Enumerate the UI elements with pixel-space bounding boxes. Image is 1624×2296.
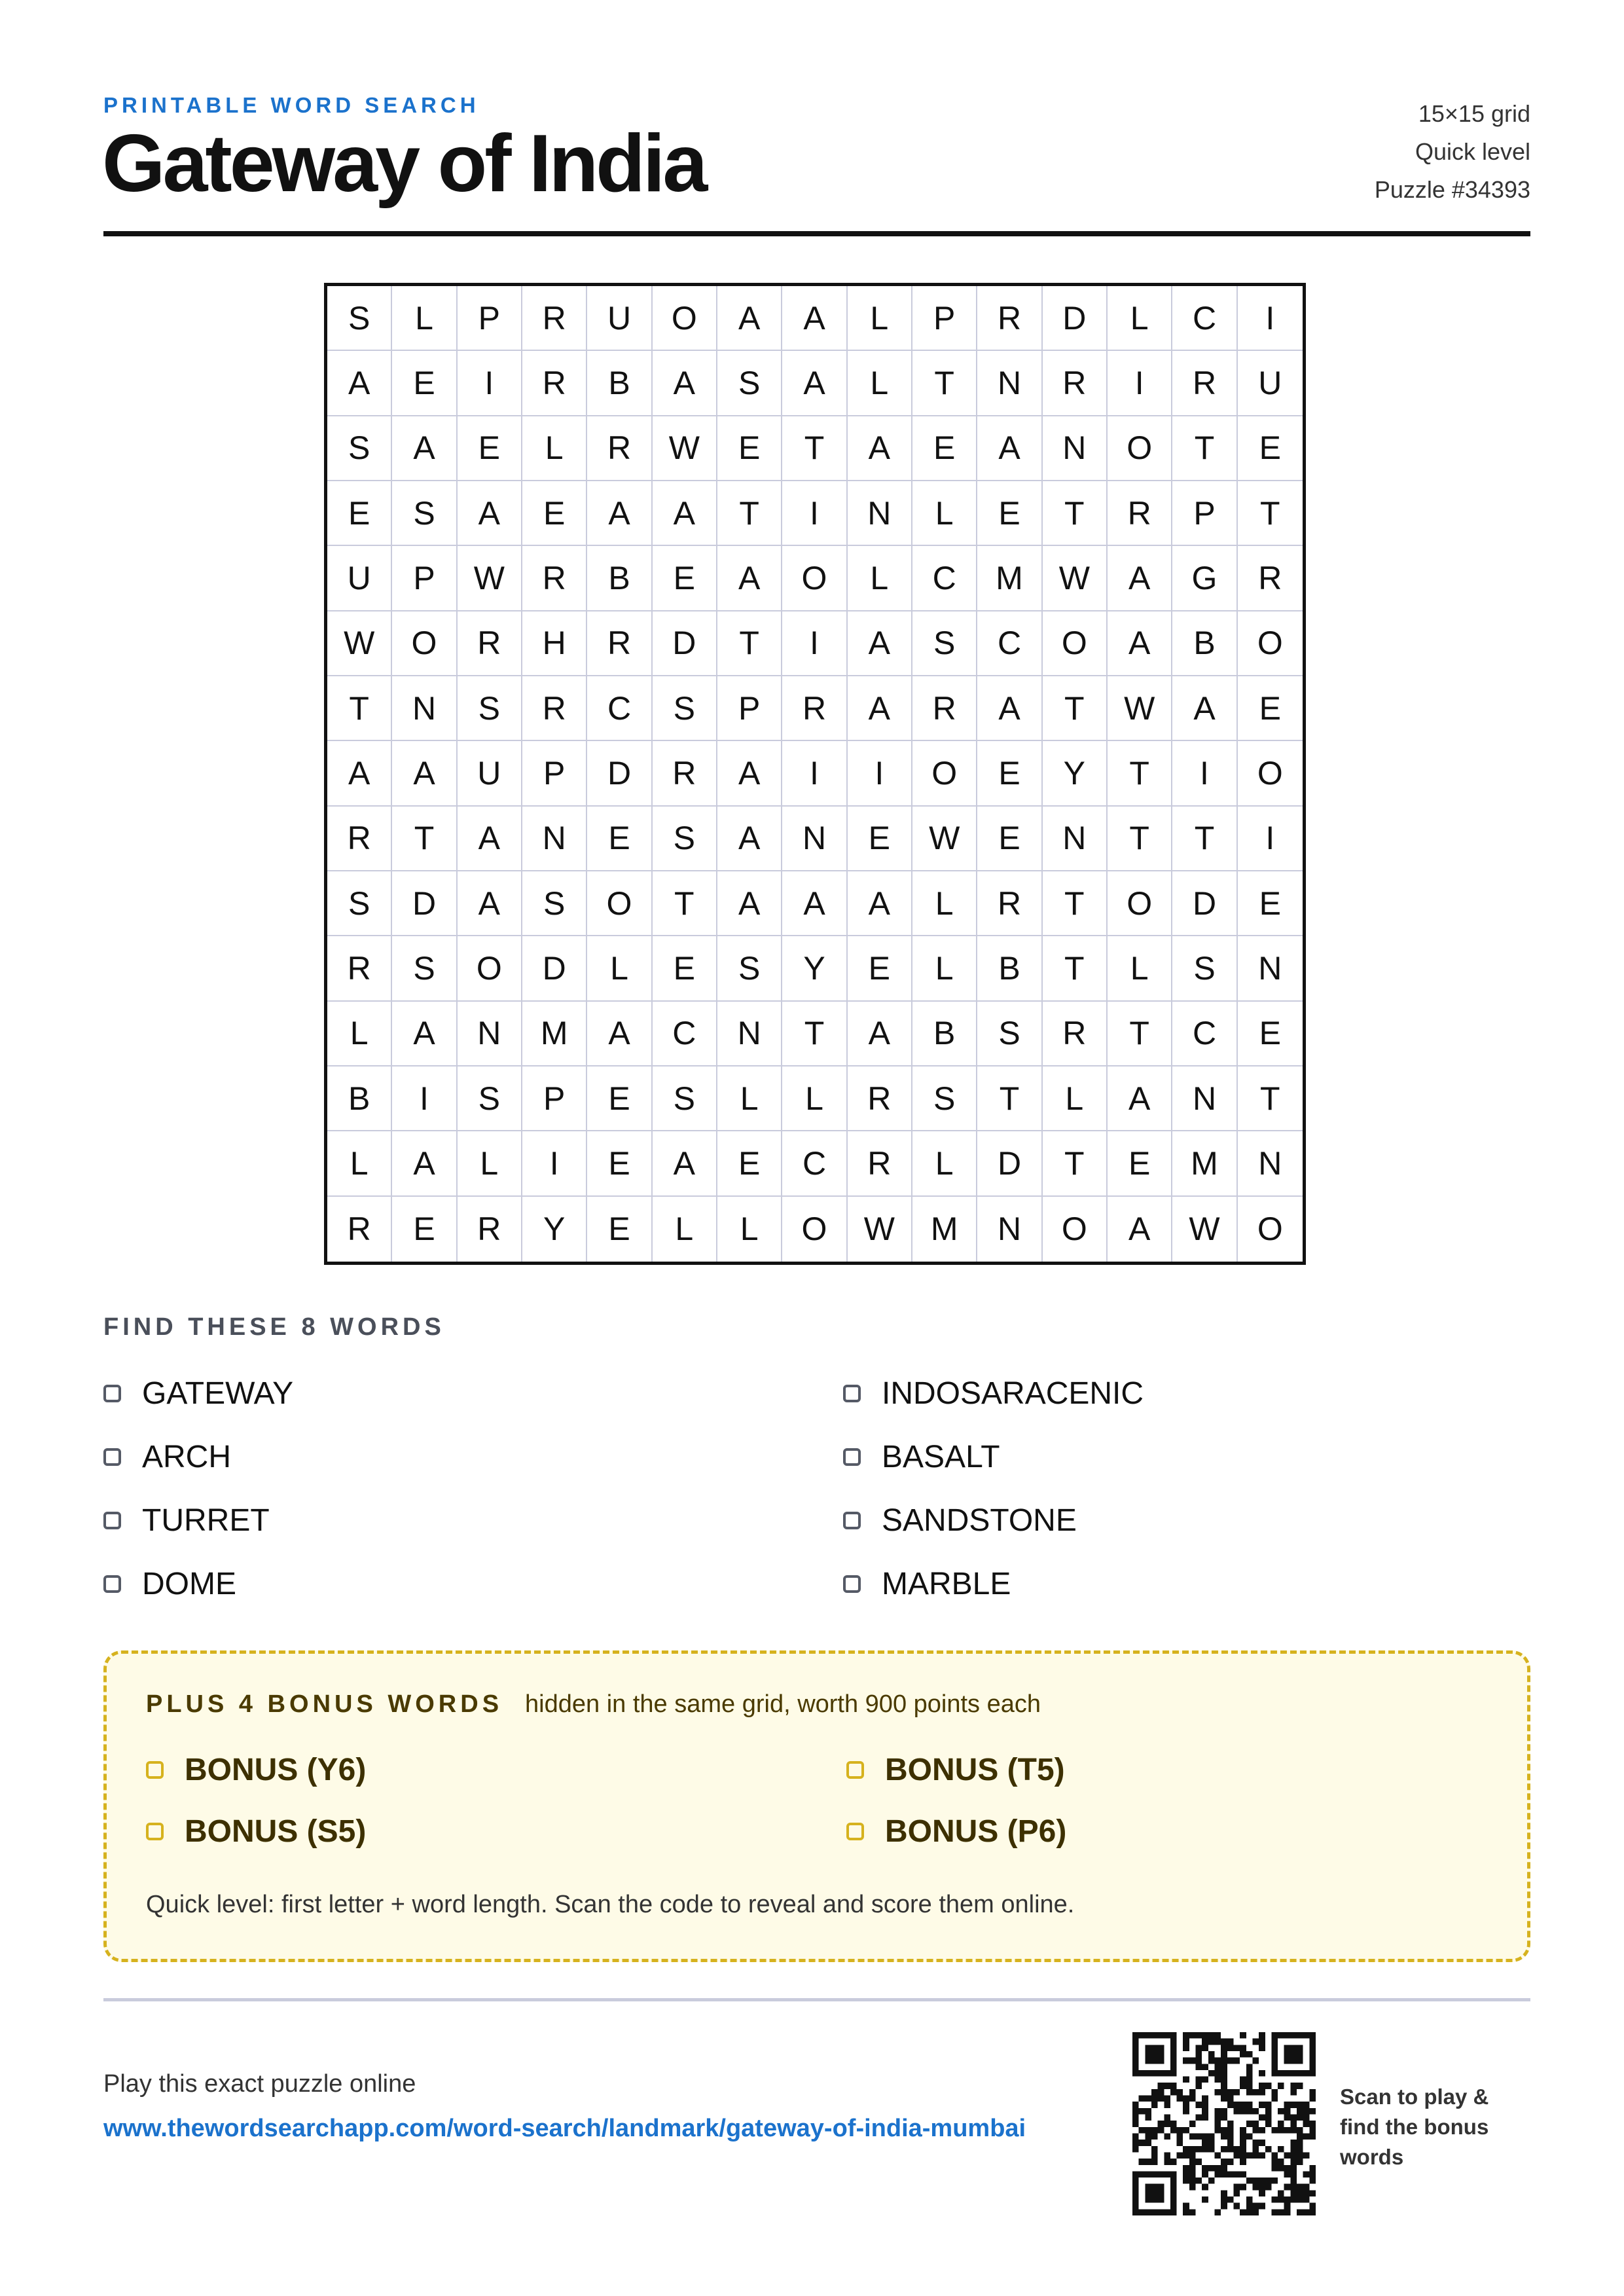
grid-cell[interactable]: I xyxy=(1238,807,1303,871)
grid-cell[interactable]: P xyxy=(912,286,977,351)
grid-cell[interactable]: P xyxy=(717,676,782,741)
word-label: TURRET xyxy=(142,1503,270,1538)
grid-cell[interactable]: R xyxy=(522,546,587,611)
grid-cell[interactable]: T xyxy=(717,481,782,546)
grid-cell[interactable]: E xyxy=(848,936,912,1001)
grid-cell[interactable]: E xyxy=(1238,871,1303,936)
grid-cell[interactable]: I xyxy=(848,741,912,806)
grid-cell[interactable]: M xyxy=(977,546,1042,611)
word-item[interactable] xyxy=(103,1425,843,1489)
grid-cell[interactable]: L xyxy=(912,871,977,936)
grid-cell[interactable]: Y xyxy=(522,1197,587,1262)
grid-cell[interactable]: T xyxy=(782,1002,847,1066)
grid-cell[interactable]: A xyxy=(717,807,782,871)
grid-cell[interactable]: R xyxy=(522,351,587,416)
grid-cell[interactable]: T xyxy=(1043,1131,1108,1196)
word-label: GATEWAY xyxy=(142,1376,294,1411)
grid-cell[interactable]: N xyxy=(848,481,912,546)
grid-cell[interactable]: R xyxy=(1172,351,1237,416)
grid-cell[interactable]: O xyxy=(1257,1211,1283,1248)
grid-cell[interactable]: R xyxy=(977,286,1042,351)
grid-cell[interactable]: S xyxy=(977,1002,1042,1066)
grid-cell[interactable]: O xyxy=(392,611,457,676)
grid-cell[interactable]: E xyxy=(848,807,912,871)
grid-cell[interactable]: A xyxy=(392,741,457,806)
grid-cell[interactable]: T xyxy=(1172,807,1237,871)
grid-cell[interactable]: A xyxy=(587,1002,652,1066)
grid-cell[interactable]: W xyxy=(1108,676,1172,741)
grid-cell[interactable]: A xyxy=(717,546,782,611)
grid-cell[interactable]: P xyxy=(1172,481,1237,546)
checkbox-icon[interactable] xyxy=(843,1448,861,1466)
grid-cell[interactable]: A xyxy=(717,871,782,936)
qr-caption: Scan to play & find the bonus words xyxy=(1340,2085,1489,2169)
grid-cell[interactable]: N xyxy=(717,1002,782,1066)
grid-cell[interactable]: N xyxy=(977,1197,1042,1262)
grid-cell[interactable]: L xyxy=(912,936,977,1001)
grid-cell[interactable]: R xyxy=(327,807,392,871)
grid-cell[interactable]: T xyxy=(1108,741,1172,806)
grid-cell[interactable]: N xyxy=(977,351,1042,416)
grid-cell[interactable]: M xyxy=(522,1002,587,1066)
grid-cell[interactable]: U xyxy=(1238,351,1303,416)
grid-cell[interactable]: M xyxy=(912,1197,977,1262)
grid-cell[interactable]: R xyxy=(1043,1002,1108,1066)
grid-cell[interactable]: S xyxy=(912,1066,977,1131)
grid-cell[interactable]: Y xyxy=(1043,741,1108,806)
grid-cell[interactable]: I xyxy=(458,351,522,416)
grid-cell[interactable]: R xyxy=(782,676,847,741)
grid-cell[interactable]: C xyxy=(587,676,652,741)
grid-cell[interactable]: O xyxy=(1108,416,1172,481)
grid-cell[interactable]: A xyxy=(1108,546,1172,611)
grid-cell[interactable]: L xyxy=(717,1197,782,1262)
grid-cell[interactable]: L xyxy=(848,546,912,611)
word-label: INDOSARACENIC xyxy=(882,1376,1144,1411)
grid-cell[interactable]: D xyxy=(1172,871,1237,936)
grid-cell[interactable]: T xyxy=(717,611,782,676)
grid-size-label: 15×15 grid xyxy=(1418,100,1530,127)
puzzle-meta xyxy=(1375,95,1530,209)
grid-cell[interactable]: U xyxy=(587,286,652,351)
grid-cell[interactable]: E xyxy=(392,1197,457,1262)
grid-cell[interactable]: A xyxy=(458,871,522,936)
grid-cell[interactable]: T xyxy=(1043,481,1108,546)
grid-cell[interactable]: L xyxy=(522,416,587,481)
grid-cell[interactable]: E xyxy=(587,1066,652,1131)
header-divider xyxy=(103,231,1530,236)
word-item[interactable] xyxy=(843,1425,1530,1489)
grid-cell[interactable]: W xyxy=(653,416,717,481)
grid-cell[interactable]: D xyxy=(977,1131,1042,1196)
grid-cell[interactable]: T xyxy=(1238,481,1303,546)
grid-cell[interactable]: L xyxy=(1108,936,1172,1001)
grid-cell[interactable]: O xyxy=(1043,1197,1108,1262)
grid-cell[interactable]: M xyxy=(1172,1131,1237,1196)
grid-cell[interactable]: S xyxy=(522,871,587,936)
grid-cell[interactable]: T xyxy=(1108,1002,1172,1066)
grid-cell[interactable]: A xyxy=(848,1002,912,1066)
grid-cell[interactable]: B xyxy=(977,936,1042,1001)
grid-cell[interactable]: R xyxy=(848,1131,912,1196)
grid-cell[interactable]: N xyxy=(1238,1131,1303,1196)
grid-cell[interactable]: A xyxy=(458,481,522,546)
grid-cell[interactable]: N xyxy=(1043,416,1108,481)
grid-cell[interactable]: C xyxy=(1172,1002,1237,1066)
grid-cell[interactable]: W xyxy=(327,611,392,676)
grid-cell[interactable]: E xyxy=(458,416,522,481)
grid-cell[interactable]: N xyxy=(1238,936,1303,1001)
grid-cell[interactable]: E xyxy=(977,481,1042,546)
grid-cell[interactable]: T xyxy=(1043,871,1108,936)
grid-cell[interactable]: A xyxy=(392,416,457,481)
word-item[interactable] xyxy=(843,1489,1530,1552)
grid-cell[interactable]: B xyxy=(912,1002,977,1066)
bonus-panel xyxy=(103,1650,1530,1962)
grid-cell[interactable]: I xyxy=(1238,286,1303,351)
grid-cell[interactable]: S xyxy=(458,676,522,741)
grid-cell[interactable]: W xyxy=(1043,546,1108,611)
grid-cell[interactable]: N xyxy=(1172,1066,1237,1131)
grid-cell[interactable]: S xyxy=(912,611,977,676)
grid-cell[interactable]: E xyxy=(977,807,1042,871)
checkbox-icon[interactable] xyxy=(843,1512,861,1529)
grid-cell[interactable]: A xyxy=(977,676,1042,741)
grid-cell[interactable]: S xyxy=(1172,936,1237,1001)
word-label: MARBLE xyxy=(882,1567,1011,1601)
checkbox-icon[interactable] xyxy=(846,1761,864,1779)
checkbox-icon[interactable] xyxy=(103,1448,121,1466)
grid-cell[interactable]: L xyxy=(912,481,977,546)
grid-cell[interactable]: O xyxy=(1238,611,1303,676)
grid-cell[interactable]: T xyxy=(1172,416,1237,481)
grid-cell[interactable]: E xyxy=(587,807,652,871)
grid-cell[interactable]: R xyxy=(522,286,587,351)
play-label: Play this exact puzzle online xyxy=(103,2070,416,2098)
level-label: Quick level xyxy=(1415,138,1530,165)
grid-cell[interactable]: T xyxy=(1043,676,1108,741)
bonus-subtitle: hidden in the same grid, worth 900 points each xyxy=(525,1690,1041,1718)
grid-cell[interactable]: P xyxy=(522,741,587,806)
bonus-label: BONUS (Y6) xyxy=(185,1752,367,1787)
grid-cell[interactable]: T xyxy=(1108,807,1172,871)
grid-cell[interactable]: E xyxy=(587,1197,652,1262)
puzzle-id-label: Puzzle #34393 xyxy=(1374,176,1530,203)
grid-cell[interactable]: S xyxy=(653,1066,717,1131)
grid-cell[interactable]: R xyxy=(327,936,392,1001)
grid-cell[interactable]: E xyxy=(977,741,1042,806)
grid-cell[interactable]: O xyxy=(782,546,847,611)
checkbox-icon[interactable] xyxy=(846,1823,864,1840)
grid-cell[interactable]: D xyxy=(1043,286,1108,351)
grid-cell[interactable]: S xyxy=(458,1066,522,1131)
grid-cell[interactable]: B xyxy=(1172,611,1237,676)
grid-cell[interactable]: A xyxy=(653,481,717,546)
grid-cell[interactable]: R xyxy=(848,1066,912,1131)
grid-cell[interactable]: P xyxy=(458,286,522,351)
grid-cell[interactable]: I xyxy=(782,481,847,546)
grid-cell[interactable]: E xyxy=(327,481,392,546)
grid-cell[interactable]: G xyxy=(1172,546,1237,611)
grid-cell[interactable]: N xyxy=(522,807,587,871)
page-title: Gateway of India xyxy=(102,118,706,209)
word-label: SANDSTONE xyxy=(882,1503,1077,1538)
puzzle-url-link[interactable]: www.thewordsearchapp.com/word-search/landmark/gateway-of-india-mumbai xyxy=(103,2115,1026,2142)
grid-cell[interactable]: A xyxy=(1172,676,1237,741)
grid-cell[interactable]: O xyxy=(587,871,652,936)
grid-cell[interactable]: S xyxy=(327,871,392,936)
grid-cell[interactable]: I xyxy=(1172,741,1237,806)
grid-cell[interactable]: T xyxy=(912,351,977,416)
grid-cell[interactable]: L xyxy=(848,286,912,351)
grid-cell[interactable]: O xyxy=(1238,741,1303,806)
bonus-header xyxy=(146,1690,1041,1719)
grid-cell[interactable]: A xyxy=(1108,611,1172,676)
bonus-label: BONUS (T5) xyxy=(885,1752,1065,1787)
grid-cell[interactable]: R xyxy=(653,741,717,806)
grid-cell[interactable]: A xyxy=(848,611,912,676)
checkbox-icon[interactable] xyxy=(103,1385,121,1402)
grid-cell[interactable]: O xyxy=(653,286,717,351)
word-label: BASALT xyxy=(882,1440,1000,1474)
grid-cell[interactable]: R xyxy=(587,416,652,481)
grid-cell[interactable]: S xyxy=(392,936,457,1001)
grid-cell[interactable]: S xyxy=(327,286,392,351)
checkbox-icon[interactable] xyxy=(103,1512,121,1529)
grid-cell[interactable]: P xyxy=(522,1066,587,1131)
words-heading: FIND THESE 8 WORDS xyxy=(103,1313,445,1341)
grid-cell[interactable]: A xyxy=(782,351,847,416)
grid-cell[interactable]: A xyxy=(392,1131,457,1196)
grid-cell[interactable]: E xyxy=(1238,1002,1303,1066)
grid-cell[interactable]: U xyxy=(458,741,522,806)
grid-cell[interactable]: N xyxy=(782,807,847,871)
bonus-note: Quick level: first letter + word length. Scan the code to reveal and score them online. xyxy=(146,1891,1075,1918)
checkbox-icon[interactable] xyxy=(843,1385,861,1402)
grid-cell[interactable]: A xyxy=(717,286,782,351)
grid-cell[interactable]: I xyxy=(782,611,847,676)
grid-cell[interactable]: W xyxy=(1172,1197,1237,1262)
grid-cell[interactable]: L xyxy=(1043,1066,1108,1131)
grid-cell[interactable]: A xyxy=(653,1131,717,1196)
grid-cell[interactable]: R xyxy=(458,611,522,676)
grid-cell[interactable]: A xyxy=(1108,1197,1172,1262)
grid-cell[interactable]: C xyxy=(977,611,1042,676)
grid-cell[interactable]: L xyxy=(587,936,652,1001)
letter-grid[interactable] xyxy=(324,283,1306,1265)
grid-cell[interactable]: A xyxy=(977,416,1042,481)
grid-cell[interactable]: R xyxy=(458,1197,522,1262)
word-label: DOME xyxy=(142,1567,236,1601)
bonus-item[interactable] xyxy=(146,1800,846,1862)
grid-cell[interactable]: T xyxy=(327,676,392,741)
word-item[interactable] xyxy=(103,1552,843,1616)
bonus-title: PLUS 4 BONUS WORDS xyxy=(146,1690,503,1718)
grid-cell[interactable]: S xyxy=(717,936,782,1001)
grid-cell[interactable]: E xyxy=(653,936,717,1001)
kicker-label: PRINTABLE WORD SEARCH xyxy=(103,93,480,117)
bonus-list xyxy=(146,1739,1494,1862)
checkbox-icon[interactable] xyxy=(843,1575,861,1593)
grid-cell[interactable]: A xyxy=(653,351,717,416)
grid-cell[interactable]: A xyxy=(458,807,522,871)
grid-cell[interactable]: N xyxy=(1043,807,1108,871)
word-item[interactable] xyxy=(103,1489,843,1552)
grid-cell[interactable]: L xyxy=(717,1066,782,1131)
bonus-item[interactable] xyxy=(146,1739,846,1800)
grid-cell[interactable]: O xyxy=(782,1197,847,1262)
grid-cell[interactable]: H xyxy=(522,611,587,676)
grid-cell[interactable]: L xyxy=(392,286,457,351)
grid-cell[interactable]: O xyxy=(458,936,522,1001)
word-item[interactable] xyxy=(843,1552,1530,1616)
grid-cell[interactable]: C xyxy=(653,1002,717,1066)
grid-cell[interactable]: D xyxy=(653,611,717,676)
grid-cell[interactable]: W xyxy=(848,1197,912,1262)
grid-cell[interactable]: S xyxy=(653,807,717,871)
grid-cell[interactable]: C xyxy=(782,1131,847,1196)
grid-cell[interactable]: I xyxy=(782,741,847,806)
checkbox-icon[interactable] xyxy=(146,1823,164,1840)
grid-cell[interactable]: L xyxy=(1108,286,1172,351)
grid-cell[interactable]: R xyxy=(327,1197,392,1262)
grid-cell[interactable]: W xyxy=(458,546,522,611)
grid-cell[interactable]: L xyxy=(327,1002,392,1066)
grid-cell[interactable]: U xyxy=(327,546,392,611)
grid-cell[interactable]: R xyxy=(587,611,652,676)
bonus-item[interactable] xyxy=(846,1739,1494,1800)
grid-cell[interactable]: L xyxy=(848,351,912,416)
word-list xyxy=(103,1362,1530,1616)
grid-cell[interactable]: E xyxy=(392,351,457,416)
grid-cell[interactable]: I xyxy=(1108,351,1172,416)
grid-cell[interactable]: A xyxy=(782,286,847,351)
grid-cell[interactable]: A xyxy=(717,741,782,806)
bonus-label: BONUS (P6) xyxy=(885,1813,1067,1849)
grid-cell[interactable]: T xyxy=(782,416,847,481)
checkbox-icon[interactable] xyxy=(103,1575,121,1593)
grid-cell[interactable]: S xyxy=(392,481,457,546)
grid-cell[interactable]: E xyxy=(1238,416,1303,481)
grid-cell[interactable]: D xyxy=(392,871,457,936)
grid-cell[interactable]: A xyxy=(327,741,392,806)
grid-cell[interactable]: R xyxy=(1238,546,1303,611)
grid-cell[interactable]: N xyxy=(392,676,457,741)
grid-cell[interactable]: E xyxy=(522,481,587,546)
word-label: ARCH xyxy=(142,1440,232,1474)
grid-cell[interactable]: C xyxy=(1172,286,1237,351)
grid-cell[interactable]: T xyxy=(1238,1066,1303,1131)
grid-cell[interactable]: R xyxy=(1108,481,1172,546)
grid-cell[interactable]: O xyxy=(912,741,977,806)
bonus-item[interactable] xyxy=(846,1800,1494,1862)
grid-cell[interactable]: C xyxy=(912,546,977,611)
grid-cell[interactable]: R xyxy=(977,871,1042,936)
grid-cell[interactable]: I xyxy=(392,1066,457,1131)
grid-cell[interactable]: A xyxy=(848,416,912,481)
checkbox-icon[interactable] xyxy=(146,1761,164,1779)
grid-cell[interactable]: L xyxy=(327,1131,392,1196)
grid-cell[interactable]: D xyxy=(522,936,587,1001)
grid-cell[interactable]: A xyxy=(848,871,912,936)
grid-cell[interactable]: T xyxy=(977,1066,1042,1131)
grid-cell[interactable]: L xyxy=(653,1197,717,1262)
grid-cell[interactable]: O xyxy=(1108,871,1172,936)
grid-cell[interactable]: A xyxy=(1108,1066,1172,1131)
grid-cell[interactable]: D xyxy=(587,741,652,806)
grid-cell[interactable]: O xyxy=(1043,611,1108,676)
grid-cell[interactable]: E xyxy=(1108,1131,1172,1196)
grid-cell[interactable]: W xyxy=(912,807,977,871)
grid-cell[interactable]: A xyxy=(848,676,912,741)
grid-cell[interactable]: Y xyxy=(782,936,847,1001)
grid-cell[interactable]: L xyxy=(912,1131,977,1196)
grid-cell[interactable]: A xyxy=(587,481,652,546)
word-item[interactable] xyxy=(843,1362,1530,1425)
grid-cell[interactable]: B xyxy=(587,546,652,611)
grid-cell[interactable]: A xyxy=(327,351,392,416)
grid-cell[interactable]: B xyxy=(327,1066,392,1131)
grid-cell[interactable]: E xyxy=(587,1131,652,1196)
grid-cell[interactable]: R xyxy=(912,676,977,741)
grid-cell[interactable]: P xyxy=(392,546,457,611)
footer-divider xyxy=(103,1998,1530,2001)
grid-cell[interactable]: E xyxy=(717,1131,782,1196)
grid-cell[interactable]: L xyxy=(782,1066,847,1131)
word-item[interactable] xyxy=(103,1362,843,1425)
bonus-label: BONUS (S5) xyxy=(185,1813,367,1849)
grid-cell[interactable]: E xyxy=(1238,676,1303,741)
grid-cell[interactable]: I xyxy=(522,1131,587,1196)
grid-cell[interactable]: S xyxy=(653,676,717,741)
grid-cell[interactable]: A xyxy=(782,871,847,936)
grid-cell[interactable]: E xyxy=(912,416,977,481)
grid-cell[interactable]: B xyxy=(587,351,652,416)
grid-cell[interactable]: T xyxy=(653,871,717,936)
grid-cell[interactable]: E xyxy=(653,546,717,611)
grid-cell[interactable]: T xyxy=(392,807,457,871)
grid-cell[interactable]: L xyxy=(458,1131,522,1196)
grid-cell[interactable]: S xyxy=(717,351,782,416)
qr-code-icon[interactable] xyxy=(1132,2032,1316,2215)
grid-cell[interactable]: R xyxy=(1043,351,1108,416)
grid-cell[interactable]: N xyxy=(458,1002,522,1066)
grid-cell[interactable]: R xyxy=(522,676,587,741)
grid-cell[interactable]: S xyxy=(327,416,392,481)
grid-cell[interactable]: A xyxy=(392,1002,457,1066)
grid-cell[interactable]: T xyxy=(1043,936,1108,1001)
grid-cell[interactable]: E xyxy=(717,416,782,481)
